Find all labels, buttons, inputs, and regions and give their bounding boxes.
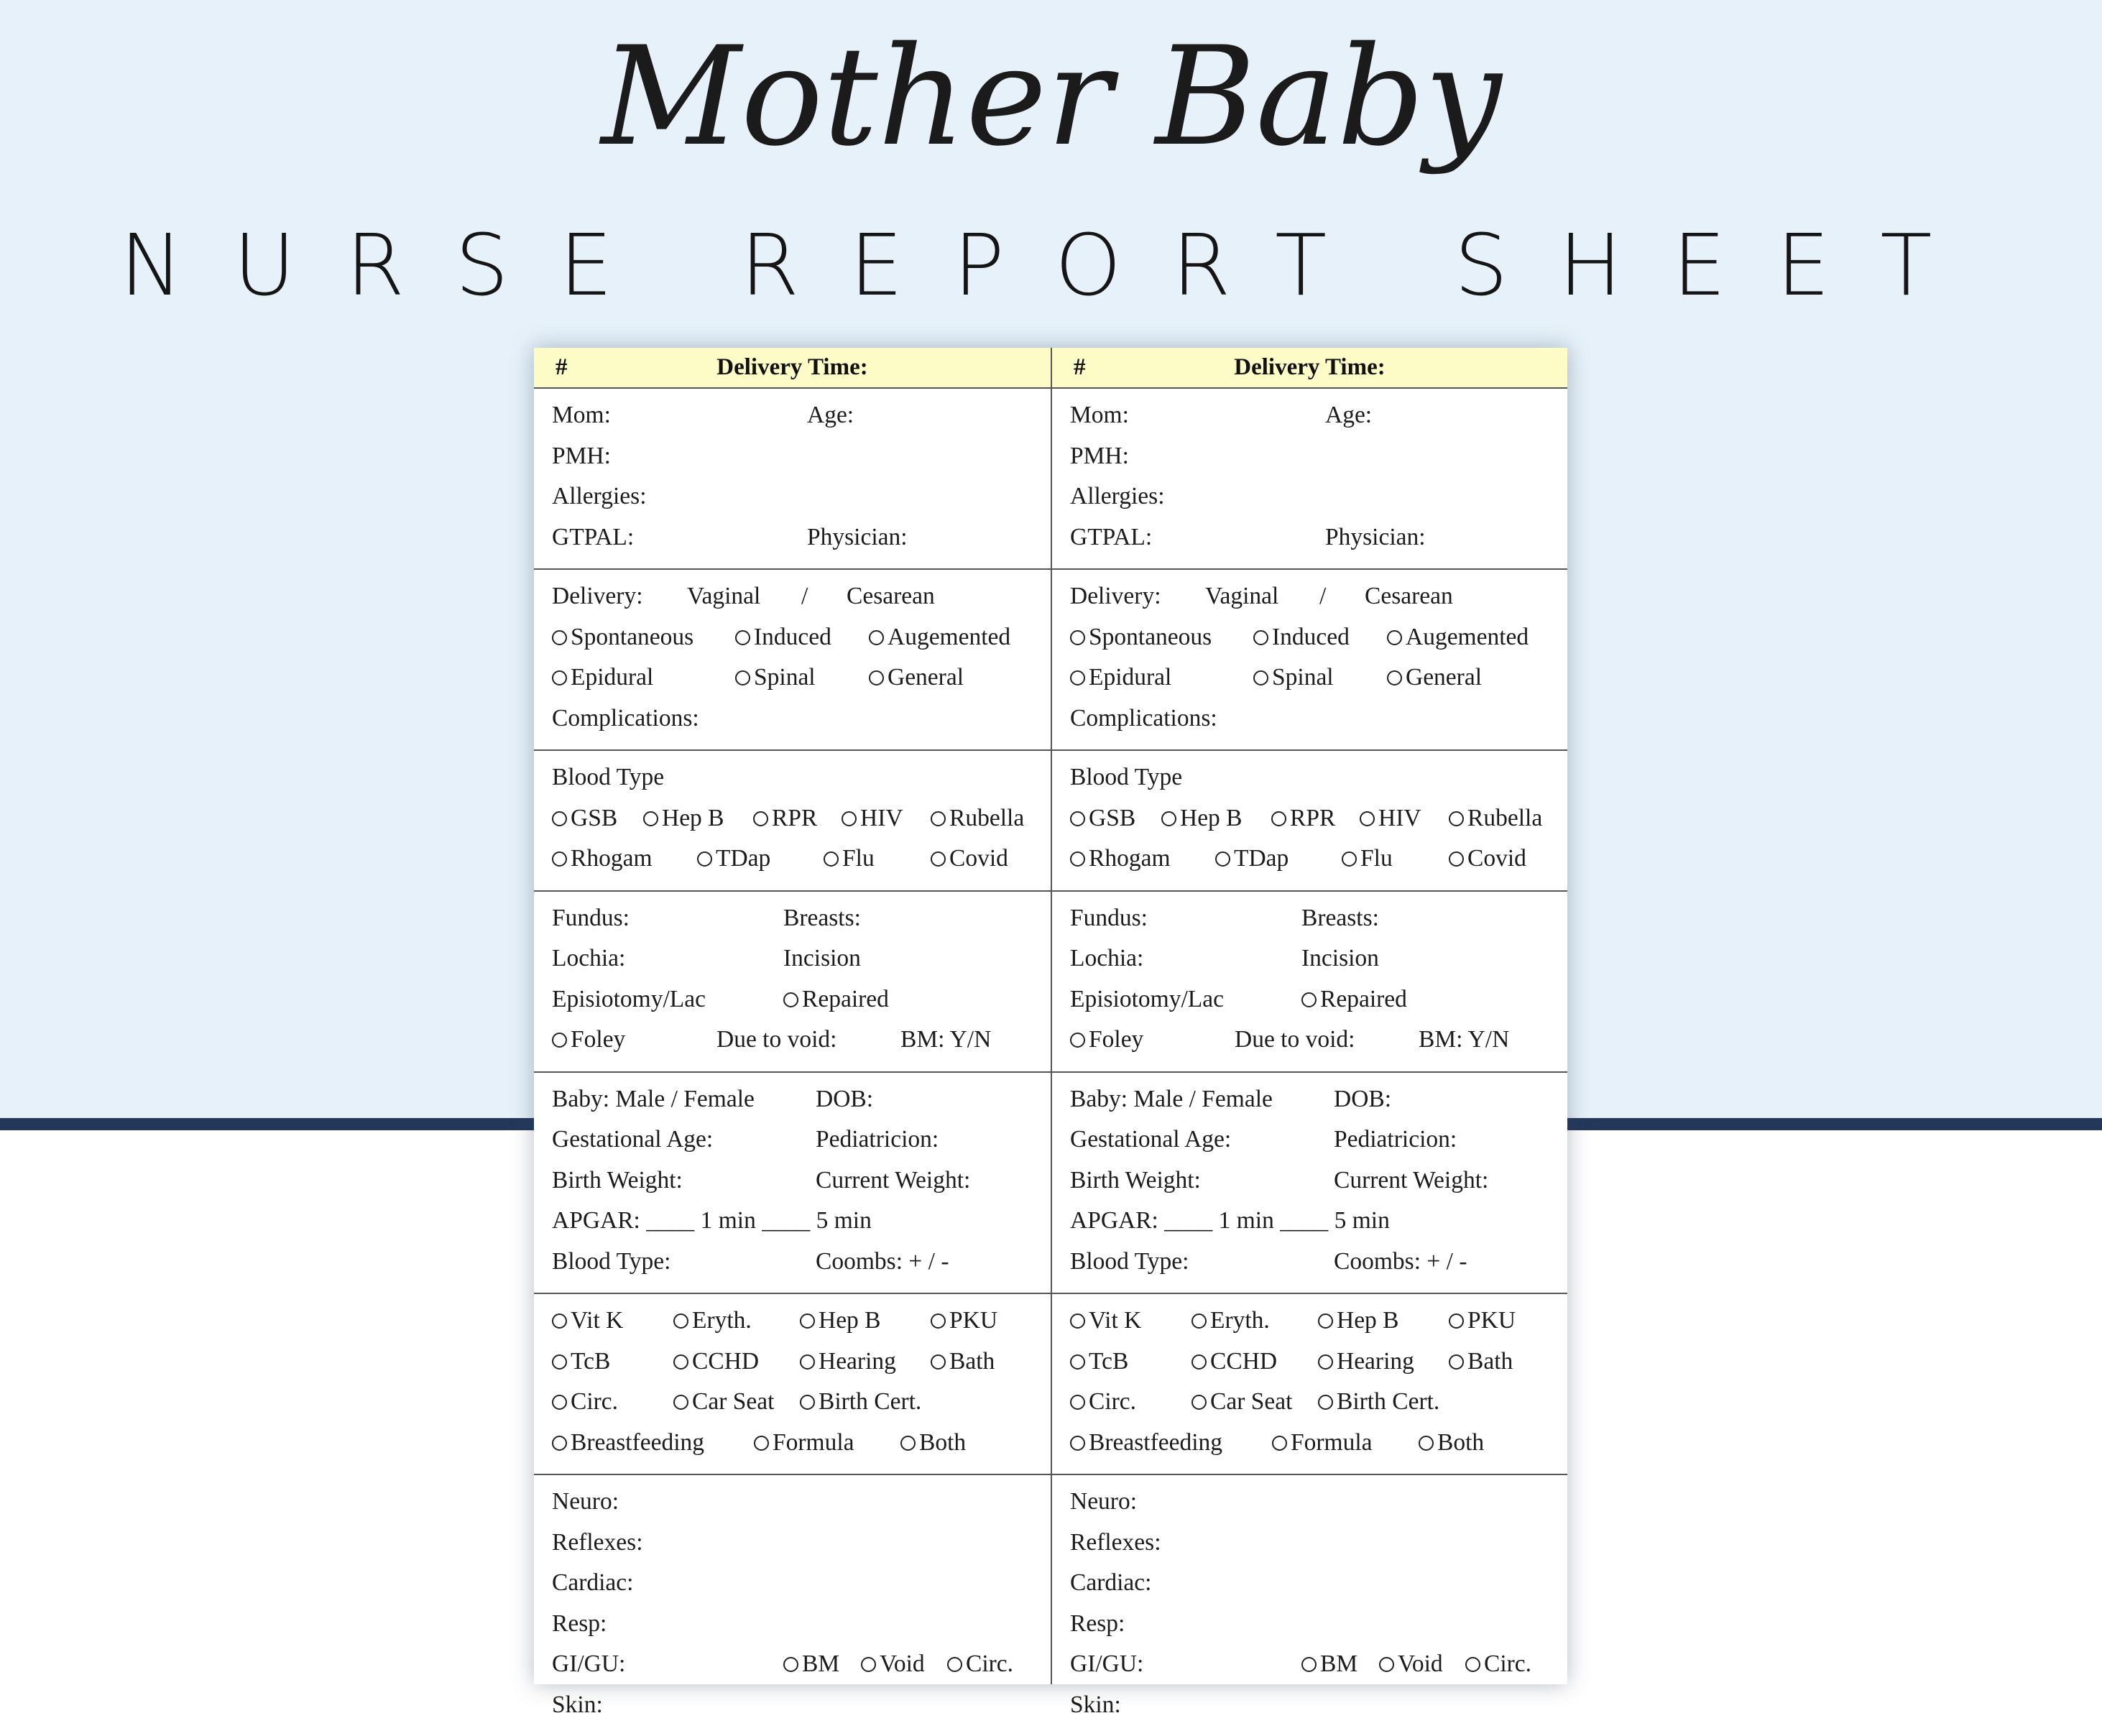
page-title: NURSE REPORT SHEET — [119, 216, 1983, 315]
hearing-checkbox[interactable]: Hearing — [1318, 1348, 1414, 1375]
reflexes-label: Reflexes: — [552, 1528, 643, 1556]
episiotomy-label: Episiotomy/Lac — [1070, 985, 1224, 1012]
bm-yn-label: BM: Y/N — [1419, 1026, 1510, 1053]
fundus-label: Fundus: — [1070, 904, 1148, 931]
rhogam-checkbox[interactable]: Rhogam — [552, 845, 653, 872]
spinal-checkbox[interactable]: Spinal — [735, 664, 816, 691]
postpartum-section — [1052, 892, 1567, 1073]
spontaneous-checkbox[interactable]: Spontaneous — [552, 624, 693, 651]
general-checkbox[interactable]: General — [1387, 664, 1482, 691]
dob-label: DOB: — [816, 1085, 874, 1112]
foley-checkbox[interactable]: Foley — [1070, 1026, 1143, 1053]
spinal-checkbox[interactable]: Spinal — [1253, 664, 1334, 691]
delivery-section — [534, 570, 1051, 751]
labs-section — [534, 751, 1051, 892]
birth-weight-label: Birth Weight: — [552, 1166, 683, 1194]
age-label: Age: — [807, 402, 854, 428]
breastfeeding-checkbox[interactable]: Breastfeeding — [552, 1429, 704, 1456]
mom-label: Mom: — [1070, 402, 1129, 428]
slash-text: / — [801, 583, 808, 609]
skin-label: Skin: — [552, 1691, 603, 1718]
rpr-checkbox[interactable]: RPR — [753, 805, 817, 832]
baby-sex-label: Baby: Male / Female — [1070, 1085, 1273, 1112]
lochia-label: Lochia: — [1070, 945, 1144, 971]
gestational-age-label: Gestational Age: — [552, 1126, 714, 1153]
gtpal-label: GTPAL: — [552, 523, 635, 550]
newborn-hep-b-checkbox[interactable]: Hep B — [1318, 1307, 1399, 1334]
flu-checkbox[interactable]: Flu — [824, 845, 875, 872]
rubella-checkbox[interactable]: Rubella — [1449, 805, 1542, 832]
hiv-checkbox[interactable]: HIV — [1360, 805, 1421, 832]
gestational-age-label: Gestational Age: — [1070, 1126, 1232, 1153]
lochia-label: Lochia: — [552, 945, 626, 971]
hiv-checkbox[interactable]: HIV — [842, 805, 903, 832]
repaired-checkbox[interactable]: Repaired — [783, 986, 889, 1013]
baby-sex-label: Baby: Male / Female — [552, 1085, 755, 1112]
rubella-checkbox[interactable]: Rubella — [931, 805, 1024, 832]
pku-checkbox[interactable]: PKU — [931, 1307, 997, 1334]
tcb-checkbox[interactable]: TcB — [552, 1348, 610, 1375]
patient-column — [534, 348, 1051, 1718]
assessment-circ-checkbox[interactable]: Circ. — [947, 1650, 1013, 1678]
script-title-logo — [0, 17, 2102, 223]
neuro-label: Neuro: — [1070, 1488, 1138, 1515]
void-checkbox[interactable]: Void — [861, 1650, 925, 1678]
baby-section — [1052, 1073, 1567, 1295]
script-title-text: Mother Baby — [600, 17, 1502, 176]
tcb-checkbox[interactable]: TcB — [1070, 1348, 1128, 1375]
pediatrician-label: Pediatricion: — [816, 1126, 939, 1153]
general-checkbox[interactable]: General — [869, 664, 964, 691]
newborn-care-section — [534, 1294, 1051, 1475]
hearing-checkbox[interactable]: Hearing — [800, 1348, 896, 1375]
assessment-section — [1052, 1475, 1567, 1736]
bath-checkbox[interactable]: Bath — [931, 1348, 995, 1375]
episiotomy-label: Episiotomy/Lac — [552, 985, 706, 1012]
current-weight-label: Current Weight: — [1334, 1166, 1489, 1194]
augemented-checkbox[interactable]: Augemented — [869, 624, 1010, 651]
patient-number-label: # — [556, 354, 568, 380]
mom-section — [1052, 389, 1567, 570]
gi-gu-label: GI/GU: — [552, 1650, 626, 1677]
baby-section — [534, 1073, 1051, 1295]
breasts-label: Breasts: — [783, 904, 861, 931]
delivery-label: Delivery: — [1070, 583, 1161, 609]
epidural-checkbox[interactable]: Epidural — [1070, 664, 1171, 691]
age-label: Age: — [1325, 402, 1373, 428]
both-checkbox[interactable]: Both — [900, 1429, 966, 1456]
postpartum-section — [534, 892, 1051, 1073]
flu-checkbox[interactable]: Flu — [1342, 845, 1393, 872]
pmh-label: PMH: — [552, 442, 611, 469]
birth-cert-checkbox[interactable]: Birth Cert. — [1318, 1388, 1439, 1416]
breastfeeding-checkbox[interactable]: Breastfeeding — [1070, 1429, 1222, 1456]
bm-checkbox[interactable]: BM — [783, 1650, 839, 1678]
rhogam-checkbox[interactable]: Rhogam — [1070, 845, 1171, 872]
bm-checkbox[interactable]: BM — [1301, 1650, 1357, 1678]
complications-label: Complications: — [1070, 704, 1217, 731]
vaginal-option[interactable]: Vaginal — [1205, 583, 1279, 609]
assessment-circ-checkbox[interactable]: Circ. — [1465, 1650, 1531, 1678]
blood-type-label: Blood Type — [552, 764, 665, 790]
covid-checkbox[interactable]: Covid — [931, 845, 1008, 872]
cardiac-label: Cardiac: — [552, 1569, 634, 1596]
reflexes-label: Reflexes: — [1070, 1528, 1161, 1556]
resp-label: Resp: — [552, 1610, 607, 1637]
column-header — [534, 348, 1051, 389]
apgar-label: APGAR: ____ 1 min ____ 5 min — [1070, 1207, 1390, 1234]
labs-section — [1052, 751, 1567, 892]
fundus-label: Fundus: — [552, 904, 630, 931]
hep-b-checkbox[interactable]: Hep B — [643, 805, 724, 832]
car-seat-checkbox[interactable]: Car Seat — [1191, 1388, 1292, 1416]
breasts-label: Breasts: — [1301, 904, 1379, 931]
eryth-checkbox[interactable]: Eryth. — [673, 1307, 752, 1334]
assessment-section — [534, 1475, 1051, 1736]
newborn-care-section — [1052, 1294, 1567, 1475]
cesarean-option[interactable]: Cesarean — [847, 583, 935, 609]
hep-b-checkbox[interactable]: Hep B — [1161, 805, 1243, 832]
cchd-checkbox[interactable]: CCHD — [1191, 1348, 1277, 1375]
allergies-label: Allergies: — [552, 483, 647, 509]
rpr-checkbox[interactable]: RPR — [1271, 805, 1335, 832]
birth-weight-label: Birth Weight: — [1070, 1166, 1201, 1194]
gsb-checkbox[interactable]: GSB — [1070, 805, 1135, 832]
coombs-label: Coombs: + / - — [816, 1247, 949, 1275]
bath-checkbox[interactable]: Bath — [1449, 1348, 1513, 1375]
report-sheet — [534, 348, 1567, 1718]
circ-checkbox[interactable]: Circ. — [552, 1388, 618, 1416]
patient-column — [1051, 348, 1567, 1718]
bm-yn-label: BM: Y/N — [900, 1026, 992, 1053]
incision-label: Incision — [1301, 945, 1379, 971]
formula-checkbox[interactable]: Formula — [754, 1429, 854, 1456]
formula-checkbox[interactable]: Formula — [1272, 1429, 1373, 1456]
column-header — [1052, 348, 1567, 389]
spontaneous-checkbox[interactable]: Spontaneous — [1070, 624, 1212, 651]
pmh-label: PMH: — [1070, 442, 1129, 469]
vit-k-checkbox[interactable]: Vit K — [552, 1307, 623, 1334]
current-weight-label: Current Weight: — [816, 1166, 971, 1194]
resp-label: Resp: — [1070, 1610, 1125, 1637]
tdap-checkbox[interactable]: TDap — [1215, 845, 1289, 872]
skin-label: Skin: — [1070, 1691, 1121, 1718]
delivery-section — [1052, 570, 1567, 751]
baby-blood-type-label: Blood Type: — [552, 1247, 671, 1275]
slash-text: / — [1319, 583, 1327, 609]
foley-checkbox[interactable]: Foley — [552, 1026, 625, 1053]
complications-label: Complications: — [552, 704, 699, 731]
mom-label: Mom: — [552, 402, 611, 428]
physician-label: Physician: — [1325, 523, 1426, 550]
cardiac-label: Cardiac: — [1070, 1569, 1152, 1596]
gi-gu-label: GI/GU: — [1070, 1650, 1144, 1677]
void-checkbox[interactable]: Void — [1379, 1650, 1443, 1678]
birth-cert-checkbox[interactable]: Birth Cert. — [800, 1388, 921, 1416]
delivery-time-label: Delivery Time: — [1234, 354, 1386, 380]
delivery-time-label: Delivery Time: — [716, 354, 868, 380]
both-checkbox[interactable]: Both — [1419, 1429, 1484, 1456]
eryth-checkbox[interactable]: Eryth. — [1191, 1307, 1270, 1334]
delivery-label: Delivery: — [552, 583, 643, 609]
vaginal-option[interactable]: Vaginal — [687, 583, 761, 609]
gtpal-label: GTPAL: — [1070, 523, 1153, 550]
gsb-checkbox[interactable]: GSB — [552, 805, 617, 832]
covid-checkbox[interactable]: Covid — [1449, 845, 1526, 872]
allergies-label: Allergies: — [1070, 483, 1165, 509]
circ-checkbox[interactable]: Circ. — [1070, 1388, 1136, 1416]
repaired-checkbox[interactable]: Repaired — [1301, 986, 1407, 1013]
tdap-checkbox[interactable]: TDap — [697, 845, 770, 872]
mom-section — [534, 389, 1051, 570]
baby-blood-type-label: Blood Type: — [1070, 1247, 1189, 1275]
pediatrician-label: Pediatricion: — [1334, 1126, 1457, 1153]
augemented-checkbox[interactable]: Augemented — [1387, 624, 1529, 651]
blood-type-label: Blood Type — [1070, 764, 1183, 790]
due-to-void-label: Due to void: — [1235, 1026, 1355, 1053]
epidural-checkbox[interactable]: Epidural — [552, 664, 653, 691]
physician-label: Physician: — [807, 523, 908, 550]
pku-checkbox[interactable]: PKU — [1449, 1307, 1516, 1334]
neuro-label: Neuro: — [552, 1488, 619, 1515]
vit-k-checkbox[interactable]: Vit K — [1070, 1307, 1141, 1334]
car-seat-checkbox[interactable]: Car Seat — [673, 1388, 774, 1416]
induced-checkbox[interactable]: Induced — [1253, 624, 1350, 651]
incision-label: Incision — [783, 945, 861, 971]
due-to-void-label: Due to void: — [716, 1026, 837, 1053]
dob-label: DOB: — [1334, 1085, 1392, 1112]
cesarean-option[interactable]: Cesarean — [1365, 583, 1453, 609]
coombs-label: Coombs: + / - — [1334, 1247, 1467, 1275]
newborn-hep-b-checkbox[interactable]: Hep B — [800, 1307, 881, 1334]
patient-number-label: # — [1074, 354, 1086, 380]
cchd-checkbox[interactable]: CCHD — [673, 1348, 759, 1375]
apgar-label: APGAR: ____ 1 min ____ 5 min — [552, 1207, 872, 1234]
induced-checkbox[interactable]: Induced — [735, 624, 831, 651]
